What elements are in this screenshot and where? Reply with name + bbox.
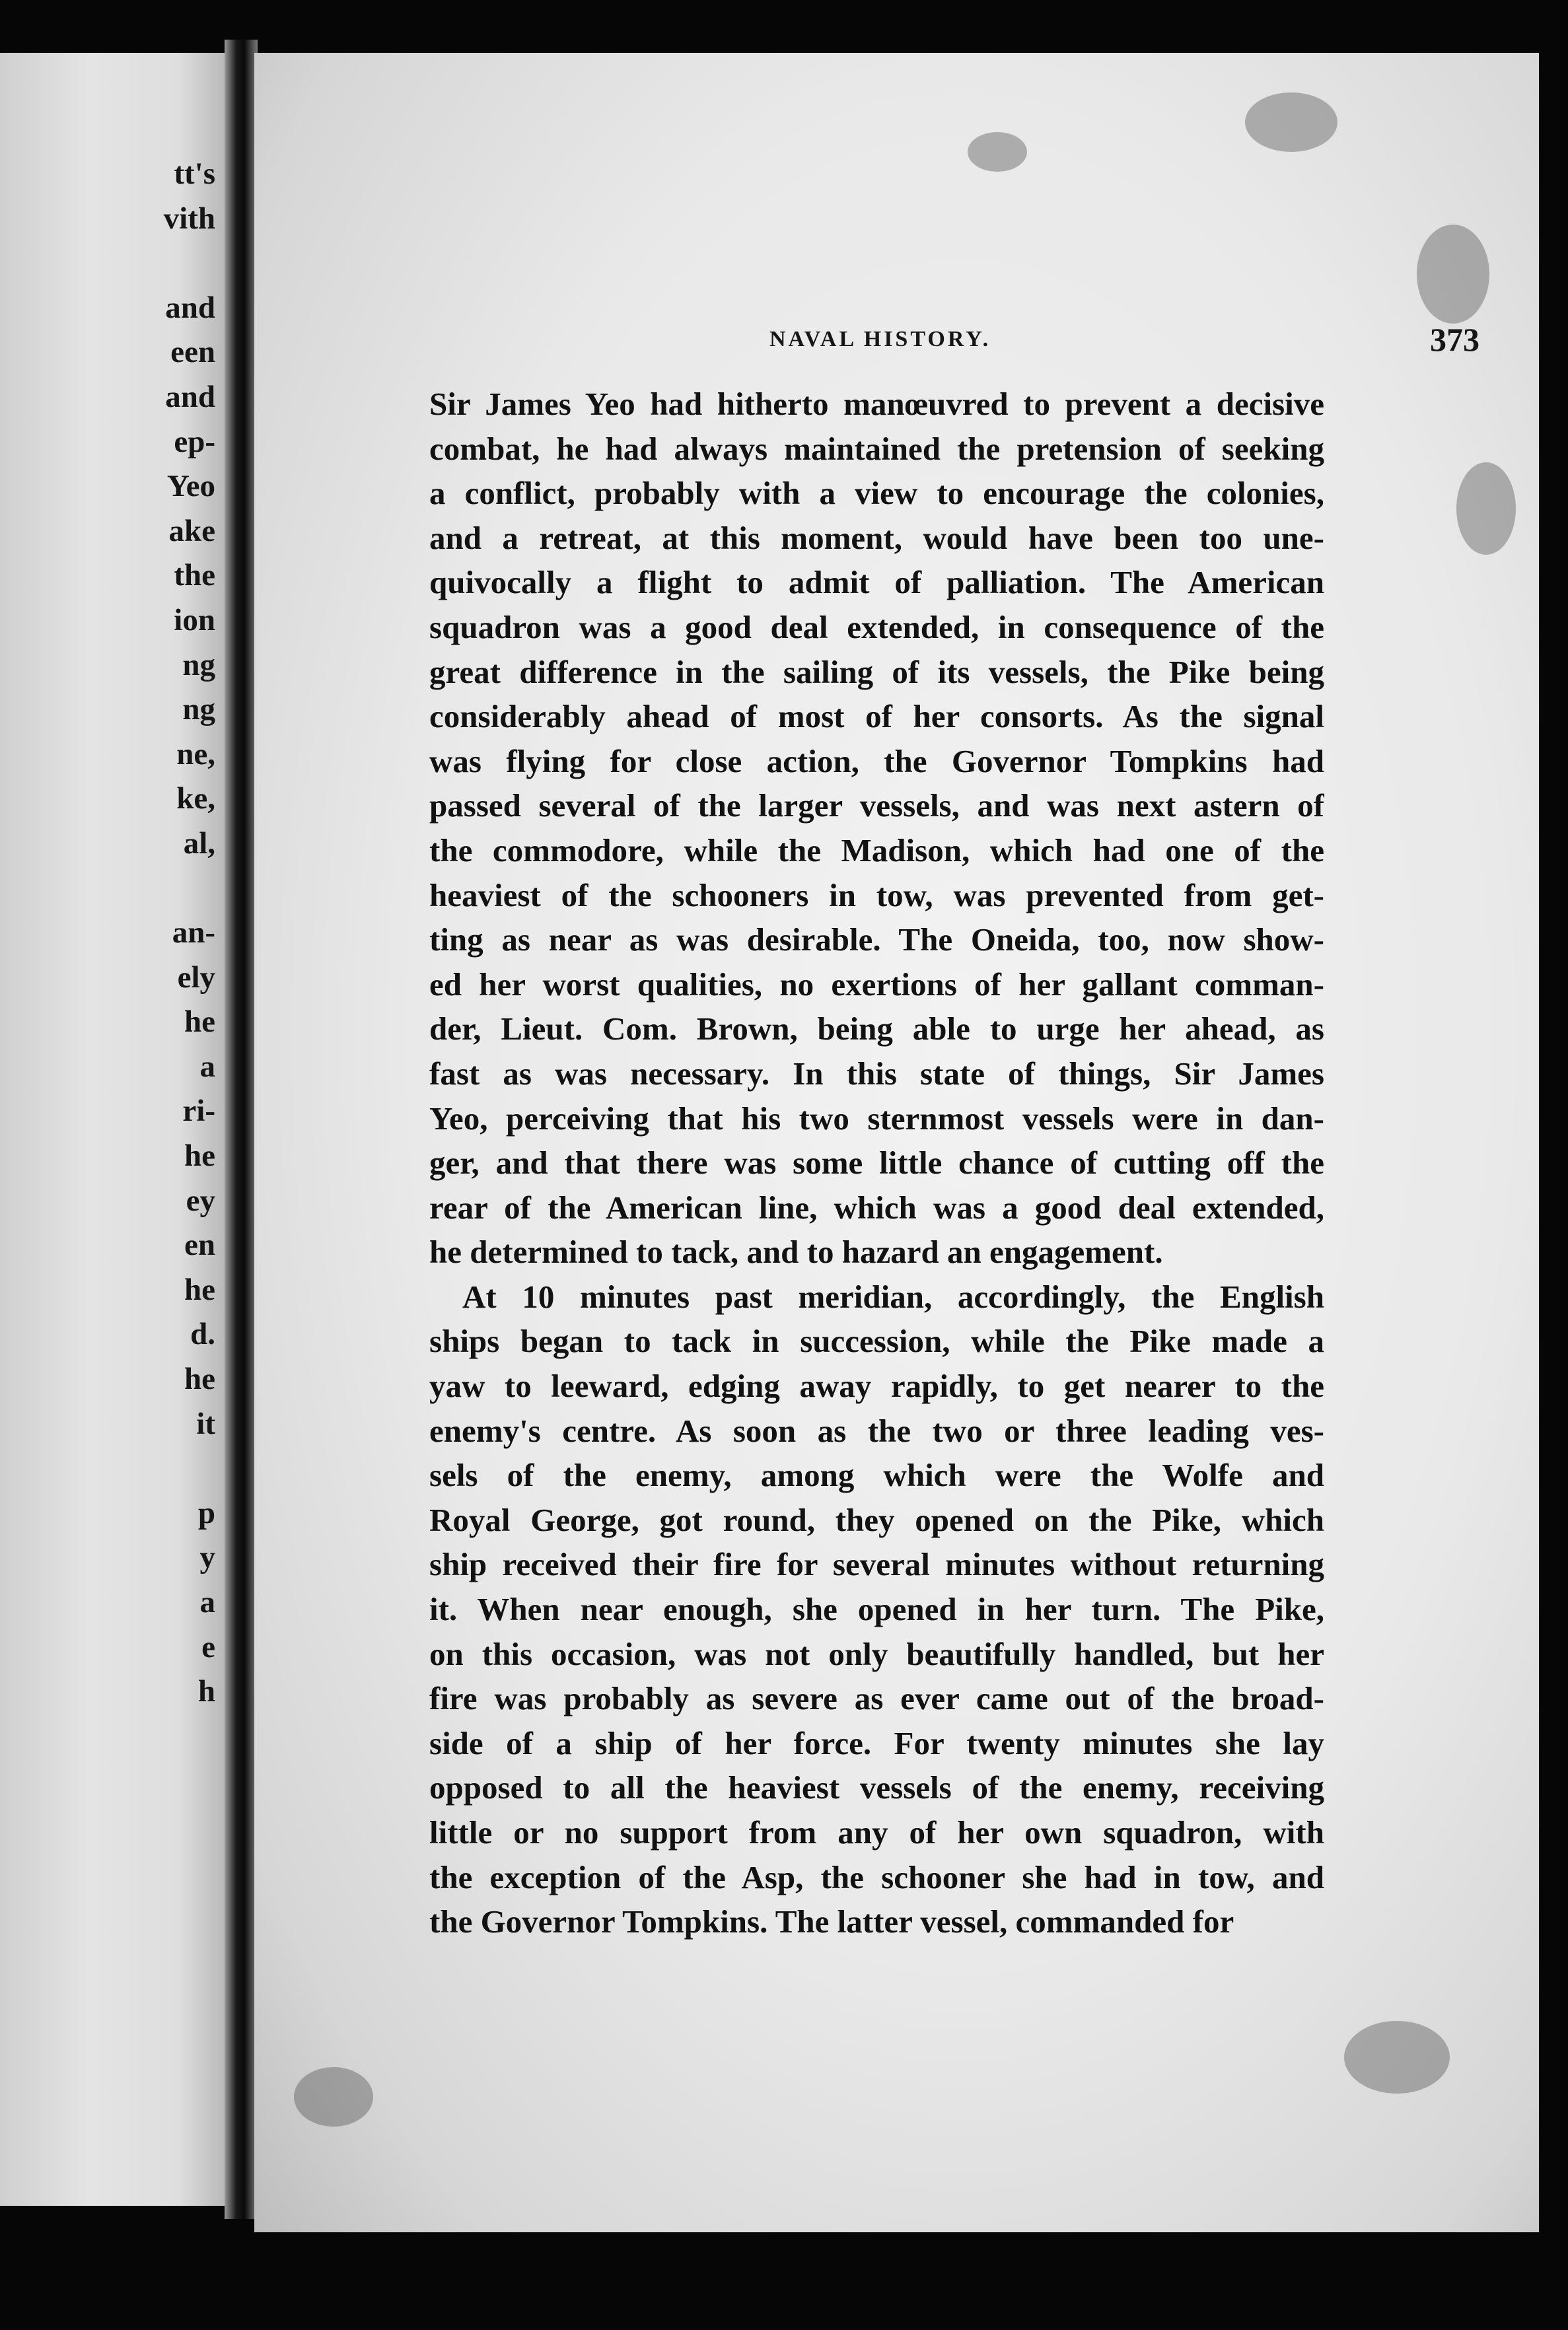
- left-page-fragment: een: [170, 335, 215, 370]
- text-line: the exception of the Asp, the schooner she had in tow, and: [429, 1858, 1324, 1895]
- text-line: fast as was necessary. In this state of things, Sir James: [429, 1055, 1324, 1092]
- text-line: enemy's centre. As soon as the two or three leading ves-: [429, 1412, 1324, 1449]
- left-page-fragment: ke,: [176, 781, 215, 816]
- text-line: side of a ship of her force. For twenty minutes she lay: [429, 1724, 1324, 1761]
- left-page-fragment: y: [199, 1540, 215, 1575]
- text-line: Sir James Yeo had hitherto manœuvred to prevent a decisive: [429, 386, 1324, 422]
- text-line: great difference in the sailing of its vessels, the Pike being: [429, 653, 1324, 690]
- text-line: considerably ahead of most of her consorts. As the signal: [429, 698, 1324, 735]
- body-text: [429, 382, 1324, 1944]
- text-line: ship received their fire for several minutes without returning: [429, 1546, 1324, 1583]
- text-line: der, Lieut. Com. Brown, being able to urge her ahead, as: [429, 1010, 1324, 1047]
- text-line: he determined to tack, and to hazard an engagement.: [429, 1234, 1163, 1271]
- left-page-fragment: he: [184, 1005, 215, 1040]
- text-line: At 10 minutes past meridian, accordingly, the English: [462, 1278, 1324, 1315]
- page-stain: [968, 132, 1027, 172]
- text-line: little or no support from any of her own squadron, with: [429, 1814, 1324, 1851]
- left-page-fragment: a: [199, 1049, 215, 1084]
- left-page-fragment: and: [165, 379, 215, 414]
- running-head: NAVAL HISTORY.: [769, 327, 991, 351]
- left-page-fragment: ne,: [176, 736, 215, 771]
- right-page: [254, 53, 1539, 2232]
- left-page-fragment: ake: [168, 513, 215, 548]
- left-page-fragment: [4, 866, 215, 911]
- left-page-fragment: en: [184, 1228, 215, 1263]
- left-page-fragment: [4, 1446, 215, 1491]
- text-line: on this occasion, was not only beautifully handled, but her: [429, 1635, 1324, 1672]
- left-page-fragment: he: [184, 1272, 215, 1307]
- left-page-fragment: ng: [182, 692, 215, 727]
- text-line: combat, he had always maintained the pretension of seeking: [429, 430, 1324, 467]
- page-stain: [1344, 2021, 1450, 2094]
- left-page-fragment: ey: [186, 1183, 215, 1218]
- left-facing-page: [0, 53, 225, 2206]
- left-page-fragment: tt's: [174, 157, 215, 191]
- left-page-fragment: d.: [190, 1317, 215, 1352]
- text-line: heaviest of the schooners in tow, was prevented from get-: [429, 876, 1324, 913]
- left-page-fragment: Yeo: [166, 469, 215, 504]
- text-line: ger, and that there was some little chance of cutting off the: [429, 1145, 1324, 1182]
- left-page-fragment: [4, 241, 215, 286]
- book-gutter: [225, 40, 258, 2219]
- left-page-fragment: and: [165, 290, 215, 325]
- page-stain: [1245, 92, 1337, 152]
- text-line: the Governor Tompkins. The latter vessel, commanded for: [429, 1903, 1234, 1940]
- left-page-fragment: ng: [182, 647, 215, 682]
- text-line: sels of the enemy, among which were the Wolfe and: [429, 1457, 1324, 1494]
- text-line: squadron was a good deal extended, in consequence of the: [429, 608, 1324, 645]
- left-page-fragment: it: [196, 1406, 215, 1441]
- left-page-fragment: al,: [183, 826, 215, 861]
- text-line: passed several of the larger vessels, and was next astern of: [429, 787, 1324, 824]
- left-page-fragment: a: [199, 1585, 215, 1619]
- text-line: Royal George, got round, they opened on the Pike, which: [429, 1501, 1324, 1538]
- left-page-fragment: vith: [163, 201, 215, 236]
- left-page-fragment: ion: [174, 602, 215, 637]
- left-page-fragment: e: [201, 1629, 215, 1664]
- left-page-fragment: ri-: [182, 1094, 215, 1129]
- text-line: a conflict, probably with a view to encourage the colonies,: [429, 475, 1324, 512]
- left-page-fragment: ely: [177, 960, 215, 995]
- text-line: fire was probably as severe as ever came out of the broad-: [429, 1680, 1324, 1717]
- text-line: the commodore, while the Madison, which had one of the: [429, 831, 1324, 868]
- text-line: quivocally a flight to admit of palliation. The American: [429, 564, 1324, 601]
- text-line: ting as near as was desirable. The Oneida, too, now show-: [429, 921, 1324, 958]
- text-line: and a retreat, at this moment, would have been too une-: [429, 519, 1324, 556]
- left-page-fragment: he: [184, 1139, 215, 1174]
- text-line: opposed to all the heaviest vessels of the enemy, receiving: [429, 1769, 1324, 1806]
- text-line: it. When near enough, she opened in her turn. The Pike,: [429, 1591, 1324, 1628]
- left-page-fragment: h: [197, 1674, 215, 1709]
- text-line: ed her worst qualities, no exertions of her gallant comman-: [429, 966, 1324, 1003]
- page-number: 373: [1430, 321, 1479, 358]
- page-stain: [1456, 462, 1516, 555]
- left-page-text-fragments: [4, 152, 215, 1714]
- page-stain: [294, 2067, 373, 2127]
- text-line: yaw to leeward, edging away rapidly, to get nearer to the: [429, 1368, 1324, 1405]
- left-page-fragment: he: [184, 1362, 215, 1397]
- text-line: ships began to tack in succession, while the Pike made a: [429, 1323, 1324, 1360]
- text-line: Yeo, perceiving that his two sternmost vessels were in dan-: [429, 1100, 1324, 1137]
- left-page-fragment: an-: [172, 915, 215, 950]
- text-line: was flying for close action, the Governor Tompkins had: [429, 742, 1324, 779]
- left-page-fragment: the: [174, 558, 215, 593]
- page-stain: [1417, 225, 1489, 324]
- left-page-fragment: p: [197, 1495, 215, 1530]
- text-line: rear of the American line, which was a good deal extended,: [429, 1189, 1324, 1226]
- left-page-fragment: ep-: [174, 424, 215, 459]
